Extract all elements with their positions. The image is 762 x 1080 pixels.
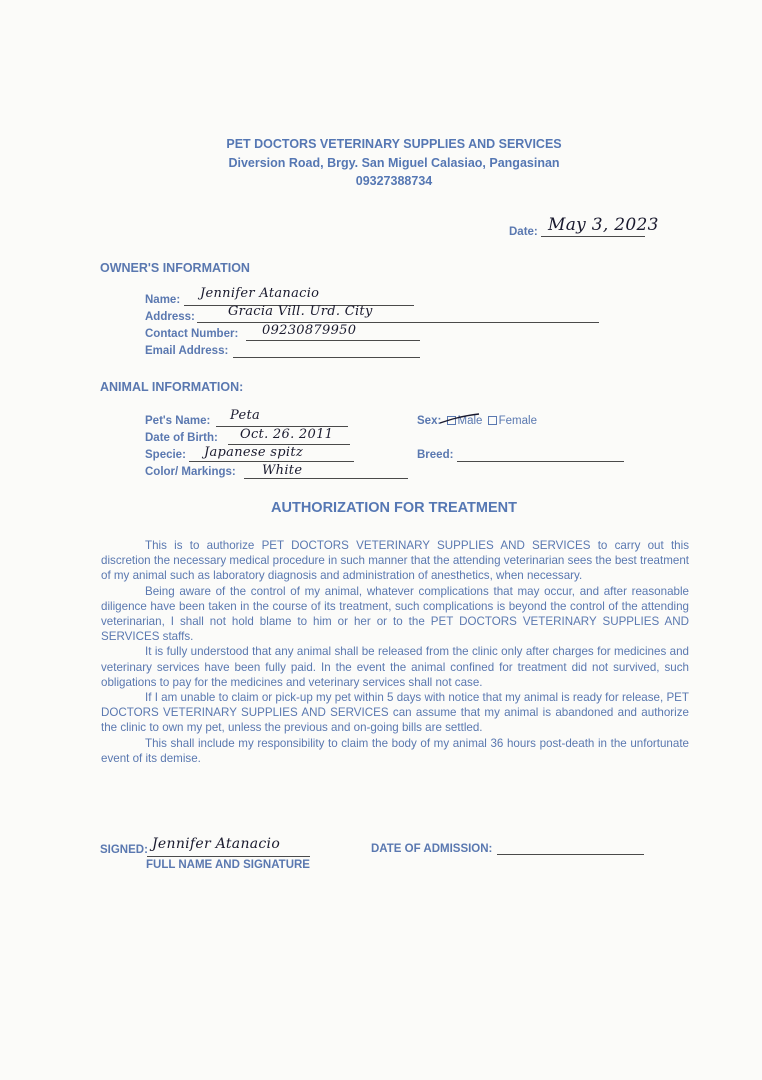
dob-label: Date of Birth:: [145, 432, 218, 444]
owner-email-line[interactable]: [233, 357, 420, 358]
pet-name-label: Pet's Name:: [145, 415, 211, 427]
authorization-paragraph: This is to authorize PET DOCTORS VETERINARY SUPPLIES AND SERVICES to carry out this discretion the necessary medical procedure in such manner that the attending veterinarian sees the best treatment of my animal such as laboratory diagnosis and administration of anesthetics, when necessary.: [101, 539, 689, 583]
authorization-paragraph: Being aware of the control of my animal, whatever complications that may occur, and after reasonable diligence have been taken in the course of its treatment, such complications is beyond the control of the attending veterinarian, I shall not hold blame to him or her or to the PET DOCTORS VETERINARY SUPPLIES AND SERVICES staffs.: [101, 584, 689, 644]
clinic-address: Diversion Road, Brgy. San Miguel Calasiao, Pangasinan: [228, 156, 560, 170]
dob-value[interactable]: Oct. 26. 2011: [240, 427, 334, 442]
specie-value[interactable]: Japanese spitz: [204, 445, 304, 460]
owner-section-title: OWNER'S INFORMATION: [100, 261, 250, 275]
color-value[interactable]: White: [262, 463, 303, 478]
authorization-title: AUTHORIZATION FOR TREATMENT: [271, 500, 517, 516]
breed-line[interactable]: [457, 461, 624, 462]
owner-contact-line: [246, 340, 420, 341]
date-label: Date:: [509, 226, 538, 238]
admission-label: DATE OF ADMISSION:: [371, 843, 493, 855]
authorization-paragraph: It is fully understood that any animal shall be released from the clinic only after charges for medicines and veterinary services have been fully paid. In the event the animal confined for treatment did not survived, such obligations to pay for the medicines and veterinary services shall not case.: [101, 645, 689, 689]
breed-label: Breed:: [417, 449, 454, 461]
female-checkbox[interactable]: [488, 416, 497, 425]
male-check-mark-icon: [439, 412, 481, 428]
date-value[interactable]: May 3, 2023: [548, 215, 659, 235]
owner-contact-label: Contact Number:: [145, 328, 239, 340]
color-label: Color/ Markings:: [145, 466, 236, 478]
owner-address-line: [197, 322, 599, 323]
pet-name-value[interactable]: Peta: [230, 408, 261, 423]
owner-address-label: Address:: [145, 311, 195, 323]
admission-line[interactable]: [497, 854, 644, 855]
date-line: [541, 236, 645, 237]
specie-line: [189, 461, 354, 462]
authorization-body: [101, 538, 689, 766]
signature-caption: FULL NAME AND SIGNATURE: [146, 859, 310, 871]
sex-field: [417, 415, 537, 427]
signed-line: [147, 856, 310, 857]
sex-male-label: Male: [457, 415, 483, 427]
authorization-paragraph: This shall include my responsibility to claim the body of my animal 36 hours post-death in the unfortunate event of its demise.: [101, 736, 689, 765]
sex-female-option[interactable]: [486, 415, 537, 427]
signed-label: SIGNED:: [100, 844, 148, 856]
clinic-phone: 09327388734: [355, 174, 433, 188]
animal-section-title: ANIMAL INFORMATION:: [100, 380, 244, 394]
specie-label: Specie:: [145, 449, 186, 461]
sex-label: Sex:: [417, 415, 442, 427]
sex-female-label: Female: [498, 415, 537, 427]
owner-address-value[interactable]: Gracia Vill. Urd. City: [228, 304, 373, 319]
clinic-name: PET DOCTORS VETERINARY SUPPLIES AND SERVICES: [226, 137, 562, 151]
owner-name-value[interactable]: Jennifer Atanacio: [200, 286, 320, 301]
signature-value[interactable]: Jennifer Atanacio: [152, 836, 281, 852]
color-line: [244, 478, 408, 479]
owner-name-label: Name:: [145, 294, 181, 306]
sex-male-option[interactable]: [445, 415, 483, 427]
authorization-paragraph: If I am unable to claim or pick-up my pet within 5 days with notice that my animal is ready for release, PET DOCTORS VETERINARY SUPPLIES AND SERVICES can assume that my animal is abandoned and authorize the clinic to own my pet, unless the previous and on-going bills are settled.: [101, 691, 689, 735]
owner-contact-value[interactable]: 09230879950: [262, 323, 357, 338]
owner-email-label: Email Address:: [145, 345, 229, 357]
